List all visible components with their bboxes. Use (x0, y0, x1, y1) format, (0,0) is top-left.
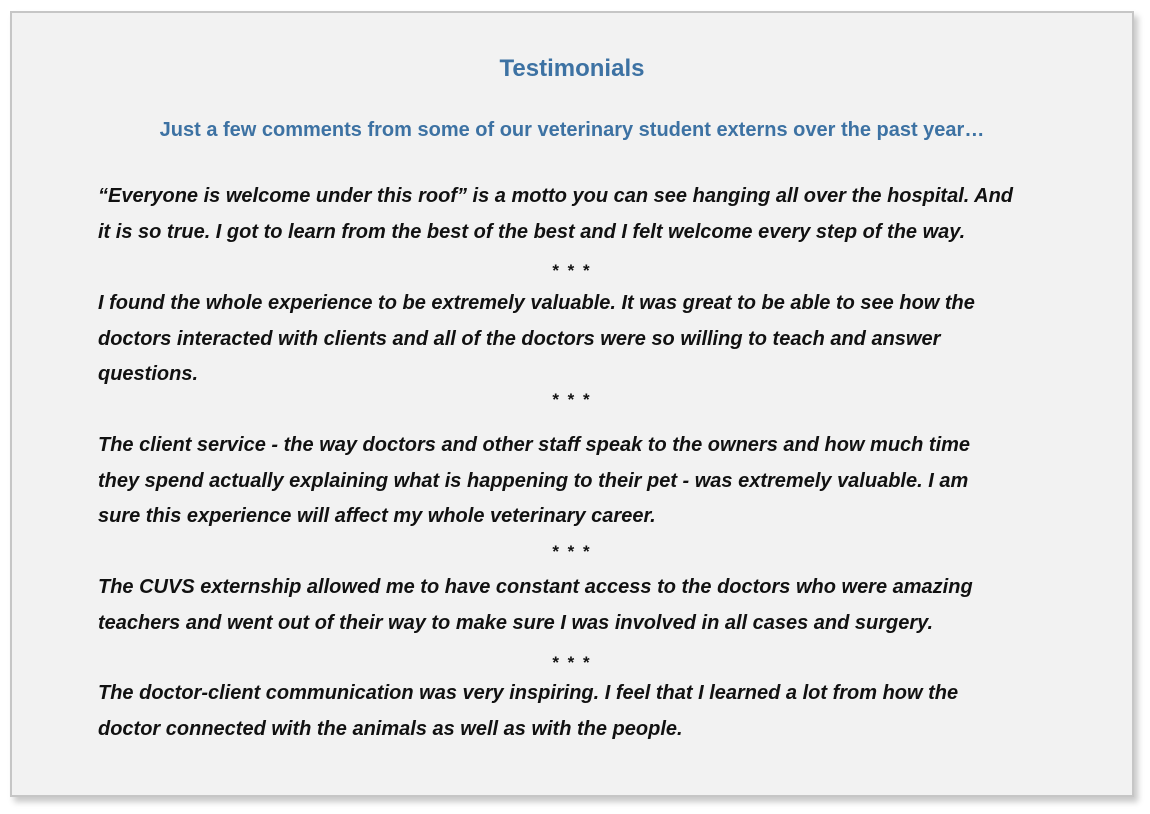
testimonial-line: The client service - the way doctors and other staff speak to the owners and how much time (98, 434, 971, 456)
testimonial-line: doctors interacted with clients and all of the doctors were so willing to teach and answer (98, 327, 941, 350)
testimonial-line: The CUVS externship allowed me to have constant access to the doctors who were amazing (98, 576, 973, 598)
separator: * * * (552, 653, 592, 672)
testimonial-line: “Everyone is welcome under this roof” is a motto you can see hanging all over the hospital. And (98, 185, 1013, 207)
testimonial-2 (98, 286, 1088, 393)
testimonial-line: teachers and went out of their way to make sure I was involved in all cases and surgery. (98, 611, 934, 634)
testimonial-line: they spend actually explaining what is happening to their pet - was extremely valuable. I am (98, 469, 969, 492)
testimonial-line: sure this experience will affect my whole veterinary career. (98, 505, 656, 527)
page-title: Testimonials (499, 55, 645, 82)
testimonial-4 (98, 570, 1088, 641)
testimonial-line: it is so true. I got to learn from the best of the best and I felt welcome every step of the way. (98, 220, 966, 243)
testimonial-line: questions. (98, 363, 199, 385)
testimonial-1 (98, 179, 1088, 250)
separator: * * * (552, 261, 592, 280)
testimonial-line: The doctor-client communication was very inspiring. I feel that I learned a lot from how the (98, 682, 959, 704)
testimonial-line: doctor connected with the animals as well as with the people. (98, 717, 683, 740)
separator: * * * (552, 542, 592, 561)
separator: * * * (552, 390, 592, 409)
testimonial-5 (98, 676, 1088, 747)
testimonial-line: I found the whole experience to be extremely valuable. It was great to be able to see how the (98, 292, 975, 314)
testimonials-card (10, 11, 1134, 797)
page-subtitle: Just a few comments from some of our veterinary student externs over the past year… (159, 119, 985, 141)
testimonial-3 (98, 428, 1088, 535)
